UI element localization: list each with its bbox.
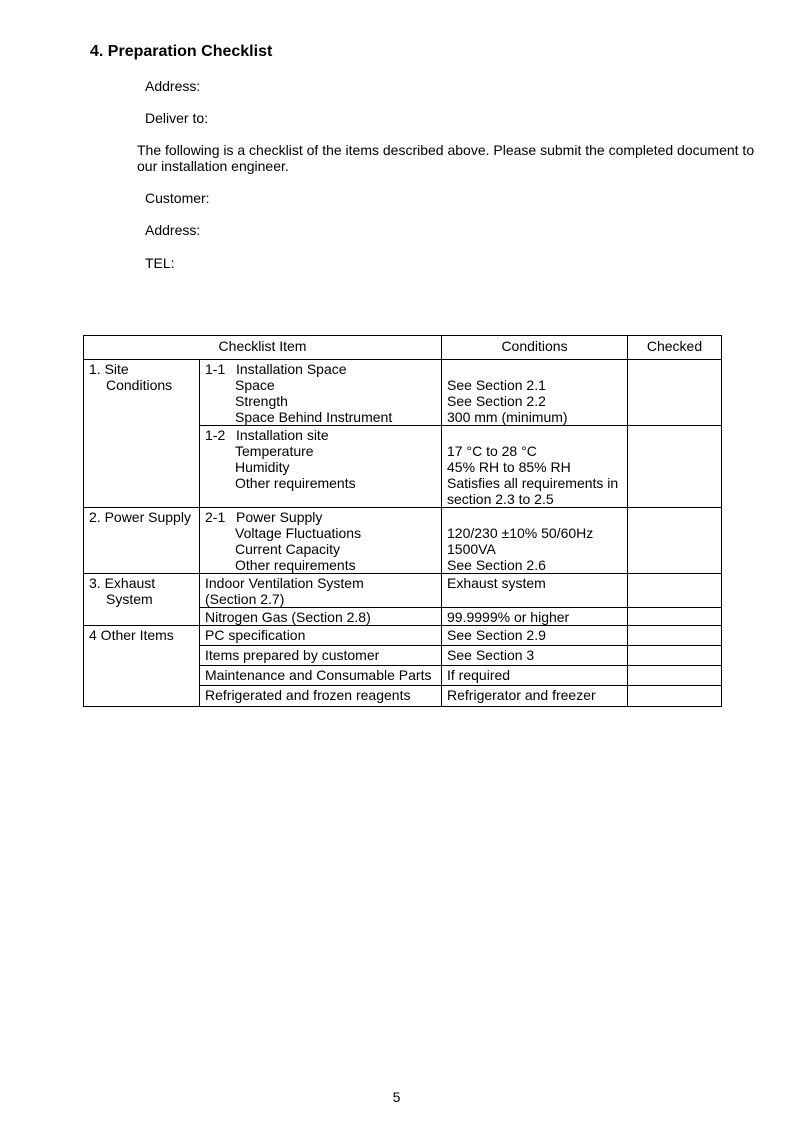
conditions-cell: See Section 2.1 See Section 2.2 300 mm (minimum) — [442, 360, 628, 426]
table-header-row — [84, 336, 722, 360]
checked-cell[interactable] — [628, 360, 722, 426]
table-row — [84, 626, 722, 646]
conditions-cell: Exhaust system — [442, 574, 628, 608]
checked-cell[interactable] — [628, 608, 722, 626]
item-cell: Maintenance and Consumable Parts — [200, 666, 442, 686]
conditions-cell: See Section 2.9 — [442, 626, 628, 646]
checked-cell[interactable] — [628, 508, 722, 574]
customer-address-label: Address: — [145, 222, 201, 238]
conditions-cell: 99.9999% or higher — [442, 608, 628, 626]
header-conditions: Conditions — [442, 336, 628, 360]
conditions-cell: 17 °C to 28 °C 45% RH to 85% RH Satisfies all requirements in section 2.3 to 2.5 — [442, 426, 628, 508]
conditions-cell: 120/230 ±10% 50/60Hz 1500VA See Section 2.6 — [442, 508, 628, 574]
page-number: 5 — [392, 1089, 401, 1105]
checked-cell[interactable] — [628, 646, 722, 666]
conditions-cell: If required — [442, 666, 628, 686]
checked-cell[interactable] — [628, 574, 722, 608]
checked-cell[interactable] — [628, 666, 722, 686]
checked-cell[interactable] — [628, 686, 722, 707]
category-other: 4 Other Items — [84, 626, 200, 707]
address-label: Address: — [145, 78, 201, 94]
item-cell: Refrigerated and frozen reagents — [200, 686, 442, 707]
section-heading: 4. Preparation Checklist — [90, 43, 273, 60]
table-row — [84, 574, 722, 608]
intro-paragraph: The following is a checklist of the items described above. Please submit the completed document to our installation engineer. — [137, 142, 755, 174]
item-cell: 2-1 Power Supply Voltage Fluctuations Current Capacity Other requirements — [200, 508, 442, 574]
deliver-to-label: Deliver to: — [145, 110, 209, 126]
category-power: 2. Power Supply — [84, 508, 200, 574]
item-cell: Items prepared by customer — [200, 646, 442, 666]
item-cell: PC specification — [200, 626, 442, 646]
checklist-table — [83, 335, 722, 707]
item-cell: Indoor Ventilation System (Section 2.7) — [200, 574, 442, 608]
table-row — [84, 508, 722, 574]
item-cell: 1-2 Installation site Temperature Humidity Other requirements — [200, 426, 442, 508]
customer-label: Customer: — [145, 190, 210, 206]
header-checklist-item: Checklist Item — [84, 336, 442, 360]
category-site: 1. Site Conditions — [84, 360, 200, 508]
item-cell: Nitrogen Gas (Section 2.8) — [200, 608, 442, 626]
conditions-cell: See Section 3 — [442, 646, 628, 666]
conditions-cell: Refrigerator and freezer — [442, 686, 628, 707]
checked-cell[interactable] — [628, 626, 722, 646]
checked-cell[interactable] — [628, 426, 722, 508]
header-checked: Checked — [628, 336, 722, 360]
tel-label: TEL: — [145, 255, 175, 271]
item-cell: 1-1 Installation Space Space Strength Space Behind Instrument — [200, 360, 442, 426]
category-exhaust: 3. Exhaust System — [84, 574, 200, 626]
table-row — [84, 360, 722, 426]
